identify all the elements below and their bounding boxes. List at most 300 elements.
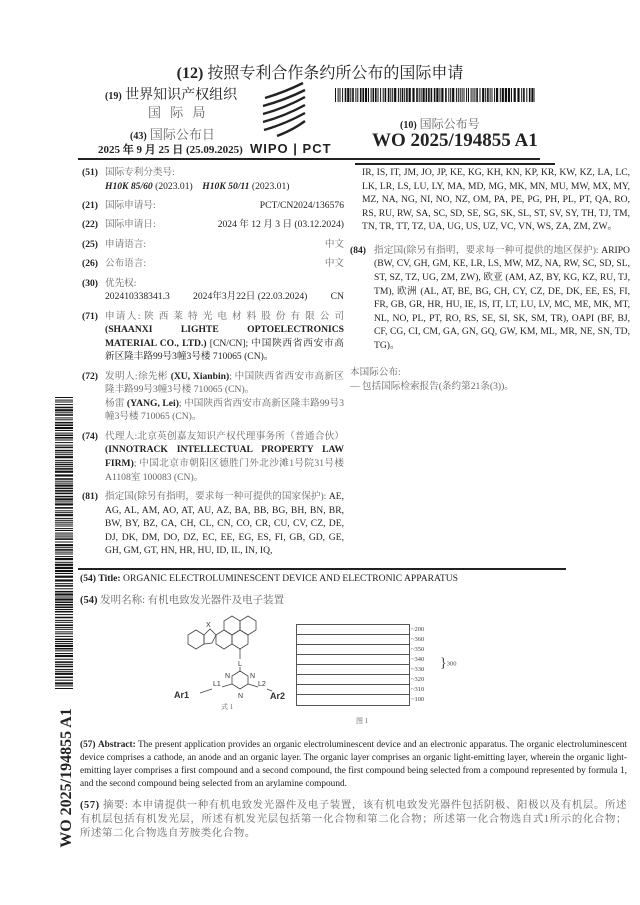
field-label: 发明名称: [100, 595, 146, 606]
layer-label: ~320 [411, 676, 425, 683]
barcode-bar [55, 639, 73, 641]
barcode-bar [357, 88, 358, 102]
barcode-bar [55, 510, 73, 511]
field-value: 中文 [324, 238, 344, 250]
layer-label: ~330 [411, 666, 425, 673]
layer-group-label [440, 656, 456, 672]
field-label: 摘要: [102, 800, 129, 811]
layer-group-number: 300 [446, 660, 457, 668]
inid-code: (54) [80, 595, 98, 606]
formula-label-ar1: Ar1 [174, 690, 190, 700]
barcode-bar [462, 88, 463, 102]
barcode-bar [55, 671, 73, 672]
barcode-bar [55, 624, 73, 626]
barcode-bar [55, 471, 73, 473]
barcode-bar [55, 552, 73, 553]
barcode-bar [535, 88, 536, 102]
barcode-bar [55, 402, 73, 403]
inid-code: (10) [400, 120, 417, 131]
barcode-bar [508, 88, 510, 102]
field-label: 申请语言: [105, 238, 147, 250]
barcode-bar [494, 88, 495, 102]
barcode-bar [55, 522, 73, 523]
barcode-bar [55, 598, 73, 600]
title-en [80, 573, 458, 584]
ipc-version: (2023.01) [155, 180, 193, 192]
figure-caption: 图 1 [356, 717, 369, 725]
barcode-bar [476, 88, 478, 102]
formula-label-x: X [206, 622, 211, 629]
inid-code: (84) [350, 244, 366, 256]
barcode-bar [55, 661, 73, 663]
barcode-bar [55, 573, 73, 574]
barcode-bar [419, 88, 420, 102]
country-list: AE, AG, AL, AM, AO, AT, AU, AZ, BA, BB, BG, BH, BN, BR, BW, BY, BZ, CA, CH, CL, CN, CO, CR, CU, CV, CZ, DE, DJ, DK, DM, DO, DZ, EC, EE, EG, ES, FI, GB, GD, GE, GH, GM, GT, HN, HR, HU, ID, IL, IN, IQ, [105, 491, 344, 557]
barcode-bar [55, 645, 73, 647]
barcode-bar [55, 452, 73, 453]
barcode-bar [55, 417, 73, 418]
barcode-bar [55, 424, 73, 426]
barcode-bar [55, 554, 73, 555]
field-label: 代理人: [105, 430, 138, 442]
layer-100 [297, 695, 409, 705]
barcode-bar [474, 88, 475, 102]
barcode-bar [55, 673, 73, 675]
barcode-bar [55, 409, 73, 411]
barcode-bar [55, 414, 73, 416]
barcode-bar [55, 655, 73, 657]
inid-code: (21) [82, 199, 98, 211]
designated-states-national [82, 490, 344, 558]
field-label: 发明人: [105, 370, 138, 382]
barcode-bar [55, 468, 73, 470]
barcode-bar [55, 558, 73, 560]
barcode-bar [458, 88, 459, 102]
publication-number: WO 2025/194855 A1 [372, 130, 538, 151]
application-number [82, 199, 344, 213]
barcode-bar [55, 512, 73, 513]
barcode-bar [55, 514, 73, 516]
barcode-bar [402, 88, 404, 102]
barcode-bar [55, 478, 73, 480]
published-item: — 包括国际检索报告(条约第21条(3))。 [350, 380, 514, 392]
pub-no-label: 国际公布号 [419, 117, 480, 131]
inventor-name-cn: 徐先彬 [137, 370, 168, 382]
barcode-bar [55, 474, 73, 476]
ipc-version: (2023.01) [251, 180, 290, 192]
barcode-bar [416, 88, 418, 102]
barcode-bar [482, 88, 484, 102]
barcode-bar [368, 88, 369, 102]
barcode-bar [347, 88, 349, 102]
barcode-bar [452, 88, 454, 102]
field-value: 中文 [324, 258, 344, 270]
barcode-bar [55, 528, 73, 529]
barcode-bar [55, 567, 73, 569]
inventor-address: ; 中国陕西省西安市高新区隆丰路99号3幢3号楼 710065 (CN)。 [105, 397, 345, 423]
field-label: 申请人: [105, 310, 141, 322]
filing-language [82, 238, 344, 252]
barcode-bar [55, 583, 73, 584]
barcode-bar [55, 538, 73, 540]
barcode-bar [505, 88, 507, 102]
layer-340 [297, 655, 409, 665]
inventor-name-en: (XU, Xianbin) [170, 370, 230, 382]
barcode-bar [55, 435, 73, 437]
barcode-bar [55, 496, 73, 498]
inid-code: (72) [82, 370, 98, 382]
inventor-name-cn: 杨雷 [105, 397, 125, 409]
barcode-bar [55, 503, 73, 505]
barcode-bar [388, 88, 390, 102]
agent-name-en: (INNOTRACK INTELLECTUAL PROPERTY LAW FIRM) [105, 444, 344, 470]
pub-date: 2025 年 9 月 25 日 (25.09.2025) [98, 144, 243, 156]
layer-310 [297, 685, 409, 695]
org-line1: 世界知识产权组织 [125, 88, 238, 103]
barcode-bar [55, 544, 73, 546]
barcode-bar [55, 507, 73, 509]
barcode-bar [55, 422, 73, 424]
barcode-bar [55, 633, 73, 634]
barcode-bar [375, 88, 377, 102]
barcode-bar [55, 617, 73, 619]
barcode-bar [502, 88, 504, 102]
layer-320 [297, 675, 409, 685]
inventor-address: ; 中国陕西省西安市高新区隆丰路99号3幢3号楼 710065 (CN)。 [105, 370, 344, 396]
barcode-bar [434, 88, 436, 102]
barcode-bar [55, 622, 73, 623]
publication-language [82, 257, 344, 271]
barcode-bar [55, 614, 73, 615]
inid-code: (22) [82, 219, 98, 231]
document-type: 按照专利合作条约所公布的国际申请 [207, 65, 464, 82]
formula-label-ar2: Ar2 [270, 691, 286, 701]
barcode-bar [426, 88, 428, 102]
barcode-bar [371, 88, 372, 102]
barcode-bar [428, 88, 430, 102]
barcode-bar [55, 611, 73, 613]
barcode-bar [55, 562, 73, 563]
barcode-bar [55, 588, 73, 589]
formula-label-l: L [238, 661, 242, 668]
layer-label: ~200 [411, 626, 425, 633]
barcode-bar [55, 547, 73, 548]
barcode-bar [55, 427, 73, 429]
barcode-bar [55, 460, 73, 461]
field-value: 2024 年 12 月 3 日 (03.12.2024) [217, 219, 344, 231]
vertical-barcode-icon [55, 397, 73, 689]
barcode-bar [487, 88, 489, 102]
header-divider [78, 158, 540, 160]
inid-code: (25) [82, 238, 98, 250]
field-label: 指定国(除另有指明，要求每一种可提供的地区保护): [374, 244, 599, 256]
left-column [82, 166, 344, 564]
barcode-bar [55, 462, 73, 463]
barcode-bar [55, 442, 73, 443]
formula-label-n: N [238, 693, 244, 700]
barcode-bar [55, 433, 73, 434]
barcode-bar [456, 88, 457, 102]
barcode-bar [55, 498, 73, 500]
priority [82, 277, 344, 304]
barcode-bar [55, 483, 73, 484]
barcode-bar [55, 450, 73, 452]
agent [82, 430, 344, 484]
barcode-bar [55, 602, 73, 604]
barcode-bar [55, 542, 73, 543]
barcode-bar [55, 535, 73, 536]
barcode-bar [468, 88, 469, 102]
barcode-bar [55, 524, 73, 525]
layer-label: ~310 [411, 686, 425, 693]
barcode-bar [436, 88, 438, 102]
barcode-bar [55, 493, 73, 495]
barcode-bar [55, 609, 73, 610]
designated-states-regional [350, 244, 630, 353]
inventor-name-en: (YANG, Lei) [126, 397, 179, 409]
inid-code: (74) [82, 430, 98, 442]
barcode-bar [55, 666, 73, 668]
barcode-bar [500, 88, 501, 102]
agent-address: ; 中国北京市朝阳区德胜门外北沙滩1号院31号楼A1108室 100083 (CN)。 [105, 458, 344, 483]
barcode-bar [55, 481, 73, 482]
title-text: 有机电致发光器件及电子装置 [147, 595, 285, 606]
field-label: 指定国(除另有指明，要求每一种可提供的国家保护): [105, 491, 327, 503]
barcode-bar [412, 88, 414, 102]
layer-label: ~340 [411, 656, 425, 663]
barcode-bar [385, 88, 387, 102]
barcode-bar [55, 556, 73, 557]
application-date [82, 218, 344, 232]
barcode-bar [55, 549, 73, 551]
organization-name [105, 84, 237, 104]
barcode-bar [55, 604, 73, 606]
inid-code: (71) [82, 310, 98, 322]
priority-number: 202410338341.3 [105, 291, 170, 303]
formula-caption: 式 1 [221, 703, 234, 711]
barcode-bar [526, 88, 527, 102]
barcode-bar [400, 88, 401, 102]
barcode-bar [517, 88, 519, 102]
barcode-bar [55, 533, 73, 534]
barcode-bar [421, 88, 422, 102]
barcode-bar [55, 680, 73, 681]
barcode-bar [55, 400, 73, 401]
barcode-bar [55, 440, 73, 441]
barcode-bar [55, 664, 73, 665]
formula-label-n: N [250, 673, 256, 680]
barcode-bar [55, 648, 73, 650]
layer-330 [297, 665, 409, 675]
ipc-classification [82, 166, 344, 193]
published-label: 本国际公布: [350, 367, 401, 379]
field-label: Title: [98, 573, 121, 584]
barcode-bar [55, 629, 73, 630]
inid-code: (12) [176, 65, 204, 82]
barcode-bar [55, 501, 73, 502]
barcode-bar [460, 88, 461, 102]
inid-code: (26) [82, 258, 98, 270]
barcode-bar [55, 454, 73, 455]
barcode-bar [448, 88, 449, 102]
barcode-bar [406, 88, 408, 102]
barcode-bar [55, 530, 73, 531]
barcode-bar [409, 88, 411, 102]
barcode-bar [423, 88, 425, 102]
barcode-bar [55, 412, 73, 413]
barcode-bar [55, 641, 73, 642]
priority-date: 2024年3月22日 (22.03.2024) [193, 291, 308, 303]
applicant-name-cn: 陕 西 莱 特 光 电 材 料 股 份 有 限 公 司 [144, 310, 345, 322]
title-divider [78, 568, 566, 570]
priority-country: CN [330, 291, 344, 303]
barcode-icon [335, 88, 535, 102]
barcode-bar [55, 464, 73, 466]
barcode-bar [55, 688, 73, 689]
title-cn [80, 592, 284, 607]
barcode-bar [55, 447, 73, 449]
barcode-bar [55, 419, 73, 420]
field-value: PCT/CN2024/136576 [259, 199, 344, 211]
barcode-bar [55, 627, 73, 628]
barcode-bar [55, 620, 73, 621]
barcode-bar [55, 466, 73, 467]
inid-code: (81) [82, 491, 98, 503]
ipc-code: H10K 50/11 [202, 180, 250, 192]
barcode-bar [55, 593, 73, 595]
barcode-bar [490, 88, 491, 102]
barcode-bar [380, 88, 381, 102]
barcode-bar [55, 520, 73, 521]
barcode-bar [492, 88, 493, 102]
barcode-bar [471, 88, 472, 102]
inventors [82, 370, 344, 424]
barcode-bar [55, 597, 73, 598]
layer-label: ~100 [411, 696, 425, 703]
barcode-bar [511, 88, 512, 102]
barcode-bar [55, 526, 73, 527]
formula-label-n: N [225, 673, 231, 680]
inid-code: (30) [82, 277, 98, 289]
right-column [350, 166, 630, 394]
barcode-bar [55, 407, 73, 409]
applicant [82, 310, 344, 364]
inid-code: (51) [82, 167, 98, 178]
barcode-bar [55, 650, 73, 651]
barcode-bar [55, 659, 73, 660]
inid-code: (43) [130, 131, 147, 142]
applicant-name-en: (SHAANXI LIGHTE OPTOELECTRONICS MATERIAL CO., LTD.) [105, 324, 344, 349]
barcode-bar [496, 88, 498, 102]
layer-label: ~360 [411, 636, 425, 643]
barcode-bar [450, 88, 451, 102]
barcode-bar [55, 682, 73, 684]
layer-350 [297, 645, 409, 655]
country-list: ARIPO (BW, CV, GH, GM, KE, LR, LS, MW, MZ, NA, RW, SC, SD, SL, ST, SZ, TZ, UG, ZM, ZW), 欧亚 (AM, AZ, BY, KG, KZ, RU, TJ, TM), 欧洲 (AL, AT, BE, BG, CH, CY, CZ, DE, DK, EE, ES, FI, FR, GB, GR, HR, HU, IE, IS, IT, LT, LU, LV, MC, ME, MK, MT, NL, NO, PL, PT, RO, RS, SE, SI, SK, SM, TR), OAPI (BF, BJ, CF, CG, CI, CM, GA, GN, GQ, GW, KM, ML, MR, NE, SN, TD, TG)。 [374, 244, 630, 351]
barcode-bar [360, 88, 362, 102]
barcode-bar [352, 88, 354, 102]
brace-icon: } [440, 656, 447, 671]
barcode-bar [392, 88, 393, 102]
barcode-bar [55, 437, 73, 439]
field-label: Abstract: [97, 740, 136, 750]
inid-code: (57) [80, 800, 100, 811]
barcode-bar [398, 88, 399, 102]
barcode-bar [431, 88, 433, 102]
layer-label: ~350 [411, 646, 425, 653]
barcode-bar [55, 518, 73, 519]
formula-label-l1: L1 [213, 681, 221, 688]
layer-360 [297, 635, 409, 645]
barcode-bar [485, 88, 486, 102]
barcode-bar [404, 88, 405, 102]
barcode-bar [445, 88, 447, 102]
field-label: 国际申请日: [105, 219, 156, 231]
barcode-bar [342, 88, 343, 102]
wipo-pct-logo-text: WIPO | PCT [250, 141, 332, 156]
inid-code: (57) [80, 740, 96, 750]
barcode-bar [55, 570, 73, 572]
wipo-logo-icon [255, 78, 315, 138]
barcode-bar [464, 88, 465, 102]
barcode-bar [55, 685, 73, 686]
barcode-bar [55, 404, 73, 405]
chemical-formula-figure [172, 613, 290, 701]
barcode-bar [373, 88, 375, 102]
barcode-bar [439, 88, 440, 102]
designated-states-continued: IR, IS, IT, JM, JO, JP, KE, KG, KH, KN, KP, KR, KW, KZ, LA, LC, LK, LR, LS, LU, LY, MA, MD, MG, MK, MN, MU, MW, MX, MY, MZ, NA, NG, NI, NO, NZ, OM, PA, PE, PG, PH, PL, PT, QA, RO, RS, RU, RW, SA, SC, SD, SE, SG, SK, SL, ST, SV, SY, TH, TJ, TM, TN, TR, TT, TZ, UA, UG, US, UZ, VC, VN, WS, ZA, ZM, ZW。 [362, 167, 630, 233]
barcode-bar [335, 88, 336, 102]
barcode-bar [340, 88, 341, 102]
barcode-bar [473, 88, 474, 102]
barcode-bar [394, 88, 396, 102]
barcode-bar [441, 88, 443, 102]
title-text: ORGANIC ELECTROLUMINESCENT DEVICE AND ELECTRONIC APPARATUS [123, 573, 459, 584]
barcode-bar [55, 631, 73, 632]
barcode-bar [55, 430, 73, 431]
barcode-bar [365, 88, 367, 102]
org-line2: 国 际 局 [148, 105, 209, 120]
barcode-bar [55, 669, 73, 670]
layer-200 [297, 625, 409, 635]
layer-stack-diagram [296, 624, 410, 706]
barcode-bar [523, 88, 525, 102]
barcode-bar [55, 397, 73, 398]
abstract-text: The present application provides an organic electroluminescent device and an electronic apparatus. The organic electroluminescent device comprises a cathode, an anode and an organic layer. The organic layer comprises an organic light-emitting layer, wherein the organic light-emitting layer comprises a first compound and a second compound, the first compound being selected from a compound represented by formula 1, and the second compound being selected from an arylamine compound. [80, 740, 627, 789]
barcode-bar [55, 677, 73, 679]
abstract-en [80, 739, 627, 791]
vertical-publication-number: WO 2025/194855 A1 [58, 708, 75, 848]
barcode-bar [55, 485, 73, 487]
barcode-bar [378, 88, 379, 102]
barcode-bar [55, 585, 73, 587]
barcode-bar [355, 88, 356, 102]
field-label: 国际专利分类号: [105, 167, 175, 178]
abstract-text: 本申请提供一种有机电致发光器件及电子装置，该有机电致发光器件包括阴极、阳极以及有机层。所述有机层包括有机发光层，所述有机发光层包括第一化合物和第二化合物；所述第一化合物选自式1所示的化合物；所述第二化合物选自芳胺类化合物。 [80, 800, 628, 839]
barcode-bar [55, 445, 73, 446]
barcode-bar [55, 536, 73, 537]
barcode-bar [55, 653, 73, 654]
barcode-bar [55, 591, 73, 593]
barcode-bar [345, 88, 347, 102]
barcode-bar [521, 88, 522, 102]
barcode-bar [338, 88, 339, 102]
barcode-bar [55, 636, 73, 637]
barcode-bar [514, 88, 516, 102]
barcode-bar [350, 88, 351, 102]
pub-date-label: 国际公布日 [149, 127, 215, 142]
barcode-bar [55, 490, 73, 492]
